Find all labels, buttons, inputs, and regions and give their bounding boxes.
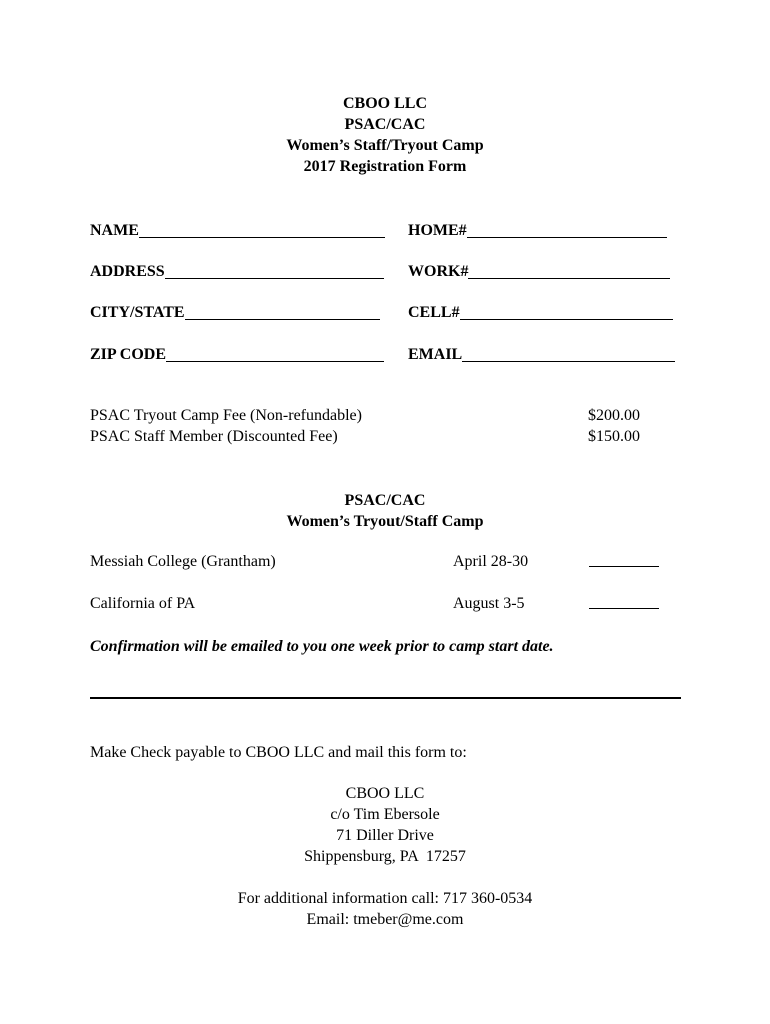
fee-label: PSAC Staff Member (Discounted Fee) xyxy=(90,428,338,445)
mailing-address xyxy=(0,783,770,867)
address-field[interactable] xyxy=(90,261,384,281)
city-state-label: CITY/STATE xyxy=(90,304,185,321)
camp-name: Women’s Staff/Tryout Camp xyxy=(286,137,484,154)
home-phone-label: HOME# xyxy=(408,222,467,239)
camp-row xyxy=(90,593,670,614)
contact-phone: For additional information call: 717 360-0534 xyxy=(237,890,533,907)
address-input-line[interactable] xyxy=(165,262,384,279)
zip-code-input-line[interactable] xyxy=(166,345,384,362)
mailing-instruction: Make Check payable to CBOO LLC and mail this form to: xyxy=(90,744,467,761)
camp-location: California of PA xyxy=(90,595,196,612)
home-phone-field[interactable] xyxy=(408,220,667,240)
camp-section-header xyxy=(0,490,770,532)
address-label: ADDRESS xyxy=(90,263,165,280)
name-field[interactable] xyxy=(90,220,385,240)
fee-amount: $150.00 xyxy=(588,428,640,445)
mailing-city: Shippensburg, PA 17257 xyxy=(304,848,466,865)
camp-section-org: PSAC/CAC xyxy=(344,492,426,509)
work-phone-field[interactable] xyxy=(408,261,670,281)
cell-phone-field[interactable] xyxy=(408,302,673,322)
fee-amount: $200.00 xyxy=(588,407,640,424)
camp-row xyxy=(90,551,670,572)
mailing-name: CBOO LLC xyxy=(345,785,425,802)
camp-selection-blank[interactable] xyxy=(589,566,659,567)
fee-label: PSAC Tryout Camp Fee (Non-refundable) xyxy=(90,407,362,424)
city-state-field[interactable] xyxy=(90,302,380,322)
contact-email: Email: tmeber@me.com xyxy=(306,911,464,928)
email-field[interactable] xyxy=(408,344,675,364)
camp-selection-blank[interactable] xyxy=(589,608,659,609)
camp-dates: April 28-30 xyxy=(453,553,529,570)
camp-section-title: Women’s Tryout/Staff Camp xyxy=(286,513,484,530)
name-label: NAME xyxy=(90,222,139,239)
zip-code-field[interactable] xyxy=(90,344,384,364)
field-row-zip-email xyxy=(90,344,690,366)
section-divider xyxy=(90,697,681,699)
email-input-line[interactable] xyxy=(462,345,675,362)
camp-dates: August 3-5 xyxy=(453,595,525,612)
company-name: CBOO LLC xyxy=(342,95,427,112)
contact-info xyxy=(0,888,770,930)
form-title: 2017 Registration Form xyxy=(303,158,467,175)
field-row-name-home xyxy=(90,220,690,242)
work-phone-input-line[interactable] xyxy=(468,262,670,279)
email-label: EMAIL xyxy=(408,346,463,363)
name-input-line[interactable] xyxy=(139,221,385,238)
cell-phone-label: CELL# xyxy=(408,304,460,321)
cell-phone-input-line[interactable] xyxy=(460,303,673,320)
mailing-street: 71 Diller Drive xyxy=(336,827,434,844)
work-phone-label: WORK# xyxy=(408,263,469,280)
form-header xyxy=(0,93,770,177)
field-row-city-cell xyxy=(90,302,690,324)
org-name: PSAC/CAC xyxy=(344,116,426,133)
fee-row xyxy=(90,405,650,426)
field-row-address-work xyxy=(90,261,690,283)
fee-row xyxy=(90,426,650,447)
confirmation-note: Confirmation will be emailed to you one week prior to camp start date. xyxy=(90,638,554,655)
camp-location: Messiah College (Grantham) xyxy=(90,553,276,570)
home-phone-input-line[interactable] xyxy=(467,221,667,238)
city-state-input-line[interactable] xyxy=(185,303,380,320)
zip-code-label: ZIP CODE xyxy=(90,346,167,363)
mailing-care-of: c/o Tim Ebersole xyxy=(330,806,440,823)
